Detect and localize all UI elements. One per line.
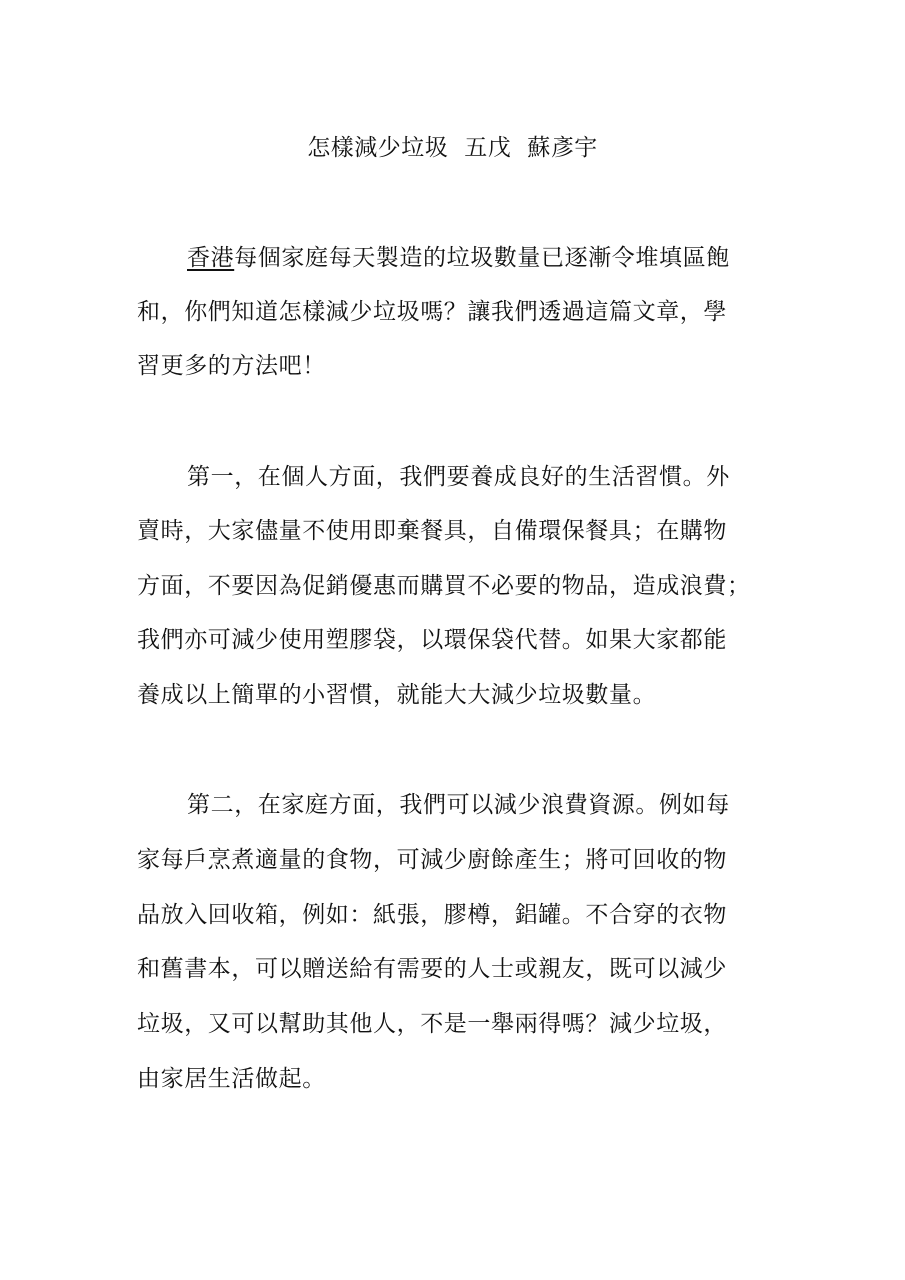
paragraph-3-line-5: 垃圾，又可以幫助其他人，不是一舉兩得嗎？減少垃圾， (137, 1011, 727, 1037)
paragraph-3-line-3: 品放入回收箱，例如：紙張，膠樽，鋁罐。不合穿的衣物 (137, 902, 727, 928)
paragraph-3-line-1: 第二，在家庭方面，我們可以減少浪費資源。例如每 (187, 792, 730, 818)
paragraph-1-line-2: 和，你們知道怎樣減少垃圾嗎？讓我們透過這篇文章，學 (137, 299, 727, 325)
paragraph-3-line-6: 由家居生活做起。 (137, 1066, 326, 1092)
paragraph-3-line-4: 和舊書本，可以贈送給有需要的人士或親友，既可以減少 (137, 956, 727, 982)
paragraph-1-line-3: 習更多的方法吧！ (137, 353, 326, 379)
paragraph-2-line-4: 我們亦可減少使用塑膠袋，以環保袋代替。如果大家都能 (137, 627, 727, 653)
author-name: 蘇彥宇 (527, 135, 598, 161)
paragraph-2-line-3: 方面，不要因為促銷優惠而購買不必要的物品，造成浪費； (137, 573, 751, 599)
paragraph-2-line-1: 第一，在個人方面，我們要養成良好的生活習慣。外 (187, 464, 730, 490)
paragraph-1-line-1: 香港每個家庭每天製造的垃圾數量已逐漸令堆填區飽 (187, 245, 730, 271)
place-name: 香港 (187, 245, 235, 271)
title-text: 怎樣減少垃圾 (307, 135, 449, 161)
paragraph-3-line-2: 家每戶烹煮適量的食物，可減少廚餘產生；將可回收的物 (137, 847, 727, 873)
essay-title (0, 131, 905, 165)
paragraph-2-line-2: 賣時，大家儘量不使用即棄餐具，自備環保餐具；在購物 (137, 518, 727, 544)
paragraph-2-line-5: 養成以上簡單的小習慣，就能大大減少垃圾數量。 (137, 682, 657, 708)
class-label: 五戊 (464, 135, 512, 161)
